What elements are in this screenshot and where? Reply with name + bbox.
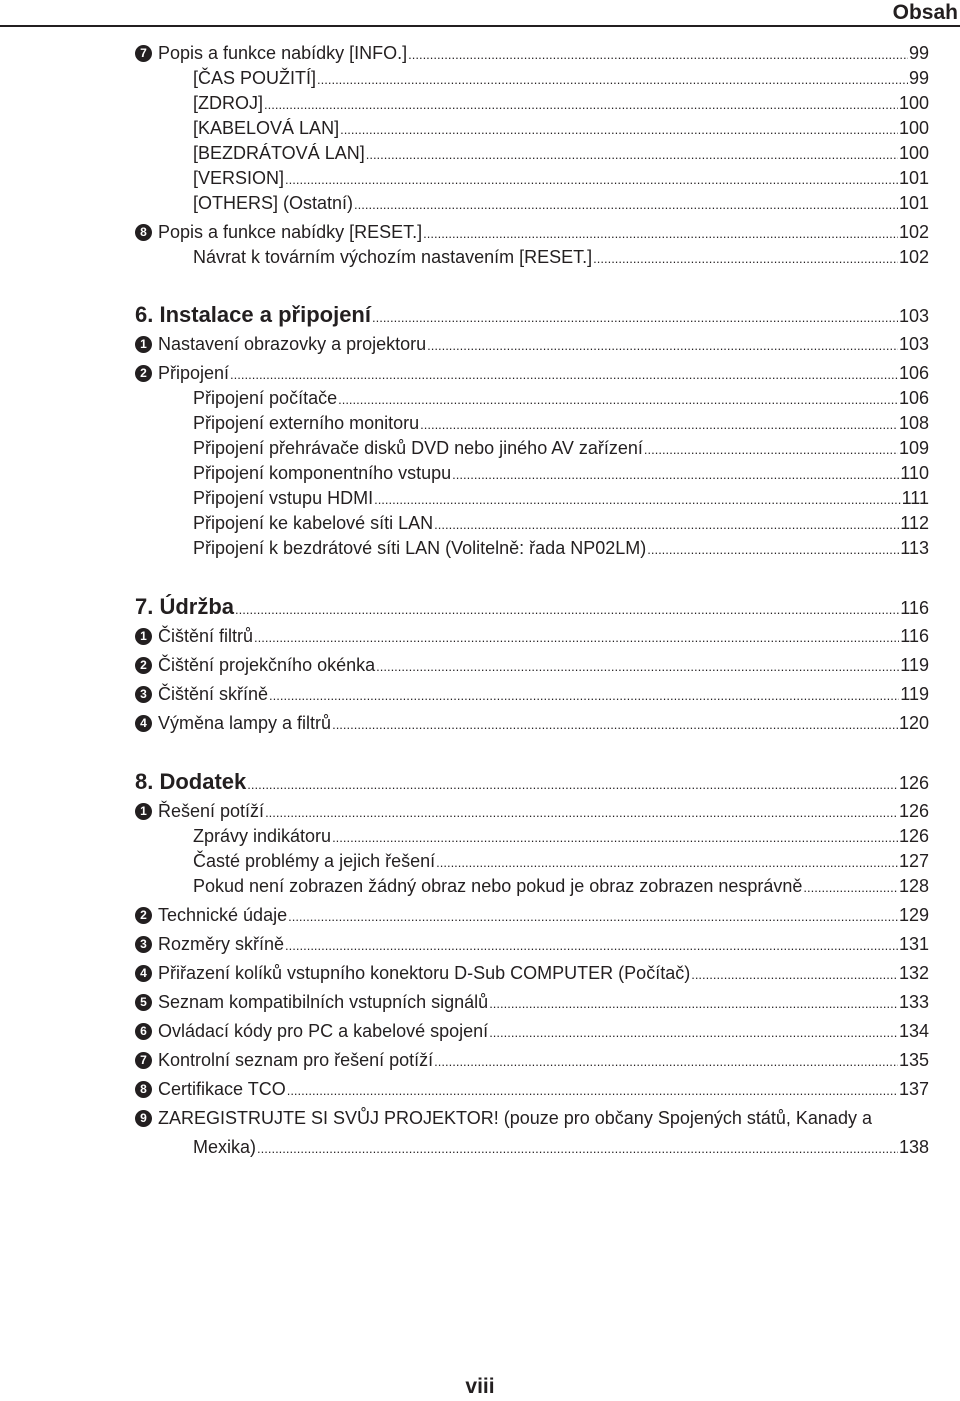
toc-entry[interactable] xyxy=(0,461,960,486)
toc-entry[interactable] xyxy=(0,245,960,270)
number-badge-icon: 9 xyxy=(135,1110,152,1127)
toc-entry[interactable] xyxy=(0,932,960,957)
toc-entry[interactable] xyxy=(0,41,960,66)
toc-page-number: 126 xyxy=(898,801,929,821)
toc-page-number: 101 xyxy=(898,168,929,188)
toc-page-number: 127 xyxy=(898,851,929,871)
toc-entry[interactable] xyxy=(0,116,960,141)
toc-entry-label: Připojení komponentního vstupu xyxy=(193,463,452,483)
toc-entry-label: Připojení přehrávače disků DVD nebo jiného AV zařízení xyxy=(193,438,643,458)
toc-page-number: 119 xyxy=(900,655,929,675)
toc-page-number: 102 xyxy=(898,222,929,242)
page-header-title: Obsah xyxy=(892,1,958,24)
number-badge-icon: 7 xyxy=(135,1052,152,1069)
dot-leader xyxy=(593,245,898,271)
toc-entry-label: ZAREGISTRUJTE SI SVŮJ PROJEKTOR! (pouze pro občany Spojených států, Kanady a xyxy=(158,1108,872,1128)
dot-leader xyxy=(434,1048,898,1074)
toc-entry[interactable] xyxy=(0,436,960,461)
toc-entry[interactable] xyxy=(0,1019,960,1044)
toc-page-number: 138 xyxy=(898,1137,929,1157)
toc-entry-label: Čištění skříně xyxy=(158,684,269,704)
toc-entry-label: Připojení xyxy=(158,363,230,383)
dot-leader xyxy=(265,799,898,825)
dot-leader xyxy=(269,682,899,708)
toc-entry[interactable] xyxy=(0,141,960,166)
dot-leader xyxy=(647,536,899,562)
toc-entry[interactable] xyxy=(0,511,960,536)
dot-leader xyxy=(230,361,898,387)
toc-entry[interactable] xyxy=(0,1106,960,1157)
toc-entry[interactable] xyxy=(0,849,960,874)
toc-page-number: 106 xyxy=(898,388,929,408)
toc-entry[interactable] xyxy=(0,1048,960,1073)
number-badge-icon: 7 xyxy=(135,45,152,62)
toc-entry[interactable] xyxy=(0,166,960,191)
dot-leader xyxy=(489,1019,898,1045)
toc-page-number: 119 xyxy=(900,684,929,704)
dot-leader xyxy=(247,766,898,801)
toc-entry-label: Časté problémy a jejich řešení xyxy=(193,851,436,871)
page-number: viii xyxy=(465,1375,495,1398)
dot-leader xyxy=(374,486,901,512)
dot-leader xyxy=(264,91,898,117)
toc-entry[interactable] xyxy=(0,874,960,899)
dot-leader xyxy=(434,511,899,537)
dot-leader xyxy=(288,903,898,929)
toc-page-number: 100 xyxy=(898,93,929,113)
toc-page-number: 101 xyxy=(898,193,929,213)
toc-entry[interactable] xyxy=(0,536,960,561)
dot-leader xyxy=(332,711,898,737)
toc-page-number: 126 xyxy=(898,826,929,846)
toc-entry[interactable] xyxy=(0,824,960,849)
toc-entry-label: Popis a funkce nabídky [INFO.] xyxy=(158,43,408,63)
toc-entry-label: Návrat k továrním výchozím nastavením [RESET.] xyxy=(193,247,593,267)
toc-page-number: 133 xyxy=(898,992,929,1012)
toc-entry[interactable] xyxy=(0,191,960,216)
toc-entry[interactable] xyxy=(0,220,960,245)
dot-leader xyxy=(644,436,898,462)
toc-entry-label: Přiřazení kolíků vstupního konektoru D-Sub COMPUTER (Počítač) xyxy=(158,963,691,983)
toc-entry-label: Připojení externího monitoru xyxy=(193,413,420,433)
toc-entry-label: Zprávy indikátoru xyxy=(193,826,332,846)
toc-entry[interactable] xyxy=(0,66,960,91)
toc-entry-label: 6. Instalace a připojení xyxy=(135,302,371,327)
dot-leader xyxy=(366,141,898,167)
number-badge-icon: 3 xyxy=(135,936,152,953)
number-badge-icon: 1 xyxy=(135,628,152,645)
toc-entry-label: Kontrolní seznam pro řešení potíží xyxy=(158,1050,434,1070)
number-badge-icon: 8 xyxy=(135,224,152,241)
toc-page-number: 137 xyxy=(898,1079,929,1099)
toc-entry-label: Popis a funkce nabídky [RESET.] xyxy=(158,222,423,242)
toc-chapter[interactable] xyxy=(0,591,960,623)
toc-page-number: 103 xyxy=(898,306,929,326)
toc-page-number: 109 xyxy=(898,438,929,458)
toc-entry-label: Pokud není zobrazen žádný obraz nebo pokud je obraz zobrazen nesprávně xyxy=(193,876,803,896)
toc-entry[interactable] xyxy=(0,486,960,511)
dot-leader xyxy=(340,116,898,142)
toc-entry[interactable] xyxy=(0,91,960,116)
toc-entry[interactable] xyxy=(0,961,960,986)
toc-entry-label: [BEZDRÁTOVÁ LAN] xyxy=(193,143,365,163)
toc-entry[interactable] xyxy=(0,903,960,928)
toc-page-number: 103 xyxy=(898,334,929,354)
toc-entry[interactable] xyxy=(0,653,960,678)
dot-leader xyxy=(285,166,898,192)
dot-leader xyxy=(332,824,898,850)
dot-leader xyxy=(287,1077,898,1103)
toc-entry-label: Ovládací kódy pro PC a kabelové spojení xyxy=(158,1021,489,1041)
toc-entry[interactable] xyxy=(0,624,960,649)
toc-entry[interactable] xyxy=(0,990,960,1015)
toc-page-number: 99 xyxy=(908,68,929,88)
dot-leader xyxy=(354,191,898,217)
toc-entry-label: Řešení potíží xyxy=(158,801,265,821)
toc-page-number: 129 xyxy=(898,905,929,925)
dot-leader xyxy=(420,411,898,437)
toc-entry[interactable] xyxy=(0,332,960,357)
dot-leader xyxy=(408,41,908,67)
number-badge-icon: 2 xyxy=(135,657,152,674)
dot-leader xyxy=(338,386,898,412)
toc-page-number: 131 xyxy=(898,934,929,954)
toc-entry-label: [VERSION] xyxy=(193,168,285,188)
toc-page-number: 110 xyxy=(900,463,929,483)
number-badge-icon: 2 xyxy=(135,907,152,924)
toc-entry[interactable] xyxy=(0,682,960,707)
toc-entry-label: [KABELOVÁ LAN] xyxy=(193,118,340,138)
number-badge-icon: 4 xyxy=(135,715,152,732)
toc-page-number: 112 xyxy=(900,513,929,533)
number-badge-icon: 8 xyxy=(135,1081,152,1098)
toc-page-number: 128 xyxy=(898,876,929,896)
toc-entry[interactable] xyxy=(0,711,960,736)
number-badge-icon: 3 xyxy=(135,686,152,703)
toc-entry-label: Nastavení obrazovky a projektoru xyxy=(158,334,427,354)
toc-page-number: 135 xyxy=(898,1050,929,1070)
number-badge-icon: 5 xyxy=(135,994,152,1011)
toc-entry-label: Technické údaje xyxy=(158,905,288,925)
dot-leader xyxy=(285,932,898,958)
toc-page-number: 132 xyxy=(898,963,929,983)
toc-entry-label: Výměna lampy a filtrů xyxy=(158,713,332,733)
toc-entry[interactable] xyxy=(0,386,960,411)
toc-entry-label: Připojení ke kabelové síti LAN xyxy=(193,513,434,533)
toc-page-number: 100 xyxy=(898,118,929,138)
number-badge-icon: 6 xyxy=(135,1023,152,1040)
toc-entry-label: Rozměry skříně xyxy=(158,934,285,954)
toc-entry[interactable] xyxy=(0,411,960,436)
toc-page-number: 116 xyxy=(900,598,929,618)
toc-entry-label: 7. Údržba xyxy=(135,594,235,619)
number-badge-icon: 1 xyxy=(135,336,152,353)
toc-entry-label: Čištění projekčního okénka xyxy=(158,655,376,675)
dot-leader xyxy=(254,624,899,650)
toc-entry-label: Čištění filtrů xyxy=(158,626,254,646)
toc-page-number: 102 xyxy=(898,247,929,267)
number-badge-icon: 1 xyxy=(135,803,152,820)
toc-entry-label: [ZDROJ] xyxy=(193,93,263,113)
toc-page-number: 113 xyxy=(900,538,929,558)
number-badge-icon: 2 xyxy=(135,365,152,382)
header-rule xyxy=(0,25,960,27)
toc-entry-label: Připojení k bezdrátové síti LAN (Volitelně: řada NP02LM) xyxy=(193,538,647,558)
toc-page-number: 120 xyxy=(898,713,929,733)
toc-entry[interactable] xyxy=(0,799,960,824)
dot-leader xyxy=(803,874,898,900)
dot-leader xyxy=(427,332,898,358)
dot-leader xyxy=(489,990,898,1016)
toc-page-number: 134 xyxy=(898,1021,929,1041)
toc-entry-label: Mexika) xyxy=(193,1137,257,1157)
toc-page-number: 99 xyxy=(908,43,929,63)
toc-page-number: 116 xyxy=(900,626,929,646)
dot-leader xyxy=(436,849,898,875)
toc-entry[interactable] xyxy=(0,361,960,386)
toc-chapter[interactable] xyxy=(0,299,960,331)
toc-page-number: 111 xyxy=(901,488,929,508)
toc-page-number: 108 xyxy=(898,413,929,433)
toc-entry-label: [OTHERS] (Ostatní) xyxy=(193,193,354,213)
toc-entry-label: Připojení vstupu HDMI xyxy=(193,488,374,508)
toc-page-number: 106 xyxy=(898,363,929,383)
toc-chapter[interactable] xyxy=(0,766,960,798)
dot-leader xyxy=(691,961,898,987)
dot-leader xyxy=(257,1135,898,1161)
dot-leader xyxy=(235,591,899,626)
toc-entry-label: Certifikace TCO xyxy=(158,1079,286,1099)
number-badge-icon: 4 xyxy=(135,965,152,982)
toc-page-number: 100 xyxy=(898,143,929,163)
toc-entry-label: Připojení počítače xyxy=(193,388,338,408)
toc-entry-label: [ČAS POUŽITÍ] xyxy=(193,68,317,88)
toc-entry[interactable] xyxy=(0,1077,960,1102)
toc-page-number: 126 xyxy=(898,773,929,793)
dot-leader xyxy=(376,653,899,679)
toc-entry-label: Seznam kompatibilních vstupních signálů xyxy=(158,992,489,1012)
dot-leader xyxy=(452,461,899,487)
toc-entry-label: 8. Dodatek xyxy=(135,769,247,794)
dot-leader xyxy=(372,299,898,334)
dot-leader xyxy=(317,66,908,92)
dot-leader xyxy=(423,220,898,246)
